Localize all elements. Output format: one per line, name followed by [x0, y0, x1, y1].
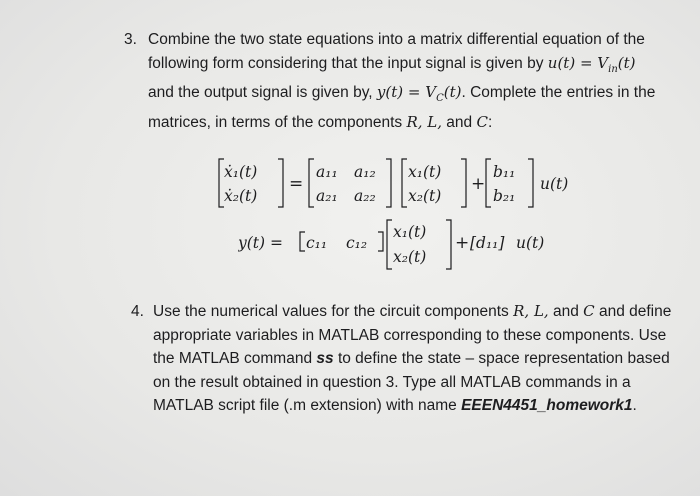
x2: x₂(t): [393, 248, 427, 266]
q4-line-1-and: and: [548, 303, 584, 320]
question-4-text: [153, 300, 671, 418]
q4-line-3-tail: to define the state – space representation based: [333, 350, 670, 367]
q3-line-2-text: following form considering that the input signal is given by: [148, 54, 548, 72]
math: u(t) = V: [547, 53, 609, 72]
output-lhs: y(t) =: [238, 234, 283, 252]
question-3: [124, 28, 684, 134]
q3-line-1: Combine the two state equations into a matrix differential equation of the: [148, 31, 645, 48]
output-signal-expr: [376, 83, 462, 104]
x2: x₂(t): [408, 187, 442, 205]
math: (t): [617, 53, 636, 72]
q4-line-3: [153, 347, 671, 371]
script-filename: EEEN4451_homework1: [461, 397, 633, 414]
question-3-text: [148, 28, 684, 134]
a11: a₁₁: [316, 163, 338, 181]
math: C: [583, 302, 595, 320]
q4-line-4: on the result obtained in question 3. Type all MATLAB commands in a: [153, 373, 631, 391]
q3-line-4-text: matrices, in terms of the components: [148, 113, 407, 131]
question-4: [131, 300, 671, 418]
q4-line-1: [153, 300, 671, 324]
c11: c₁₁: [306, 234, 328, 252]
a12: a₁₂: [354, 163, 376, 181]
math: (t): [443, 83, 462, 101]
plus-sign: +: [471, 174, 486, 194]
q4-line-5-text: MATLAB script file (.m extension) with name: [153, 397, 462, 414]
ss-command: ss: [316, 350, 334, 367]
d11: [d₁₁]: [470, 234, 505, 252]
question-number: 3.: [124, 31, 137, 48]
input-u: u(t): [516, 234, 545, 252]
input-signal-expr: [547, 53, 636, 75]
state-equation: [210, 153, 590, 213]
q4-line-5-period: .: [632, 397, 637, 414]
x1: x₁(t): [393, 223, 427, 241]
q3-line-3: [148, 81, 684, 111]
q3-line-4: [148, 111, 684, 135]
q3-line-2: [148, 52, 684, 82]
q3-line-4-colon: :: [487, 113, 493, 131]
lhs-entry-1: ẋ₁(t): [224, 163, 258, 181]
math: R, L,: [513, 302, 549, 320]
c12: c₁₂: [346, 234, 368, 252]
math: R, L,: [406, 112, 442, 131]
q3-line-3-tail: . Complete the entries in the: [461, 84, 656, 101]
a21: a₂₁: [316, 187, 338, 205]
input-u: u(t): [540, 175, 569, 193]
math-sub: C: [436, 93, 444, 104]
q4-line-2: appropriate variables in MATLAB corresponding to these components. Use: [153, 326, 667, 344]
output-equation: [238, 218, 558, 278]
q4-line-1-text: Use the numerical values for the circuit components: [153, 303, 514, 320]
lhs-entry-2: ẋ₂(t): [224, 187, 258, 205]
b21: b₂₁: [493, 187, 516, 205]
x1: x₁(t): [408, 163, 442, 181]
math: y(t) = V: [376, 83, 437, 101]
q4-line-5: [153, 394, 671, 418]
b11: b₁₁: [493, 163, 516, 181]
q4-line-3-text: the MATLAB command: [153, 350, 317, 367]
equals-sign: =: [289, 174, 304, 194]
q4-line-1-tail: and define: [594, 303, 672, 320]
plus-sign: +: [455, 233, 470, 253]
q3-line-3-text: and the output signal is given by,: [148, 84, 377, 101]
q3-line-4-and: and: [442, 113, 477, 131]
math: C: [476, 112, 488, 131]
question-number: 4.: [131, 303, 144, 320]
a22: a₂₂: [354, 187, 376, 205]
math-sub: in: [608, 63, 618, 75]
